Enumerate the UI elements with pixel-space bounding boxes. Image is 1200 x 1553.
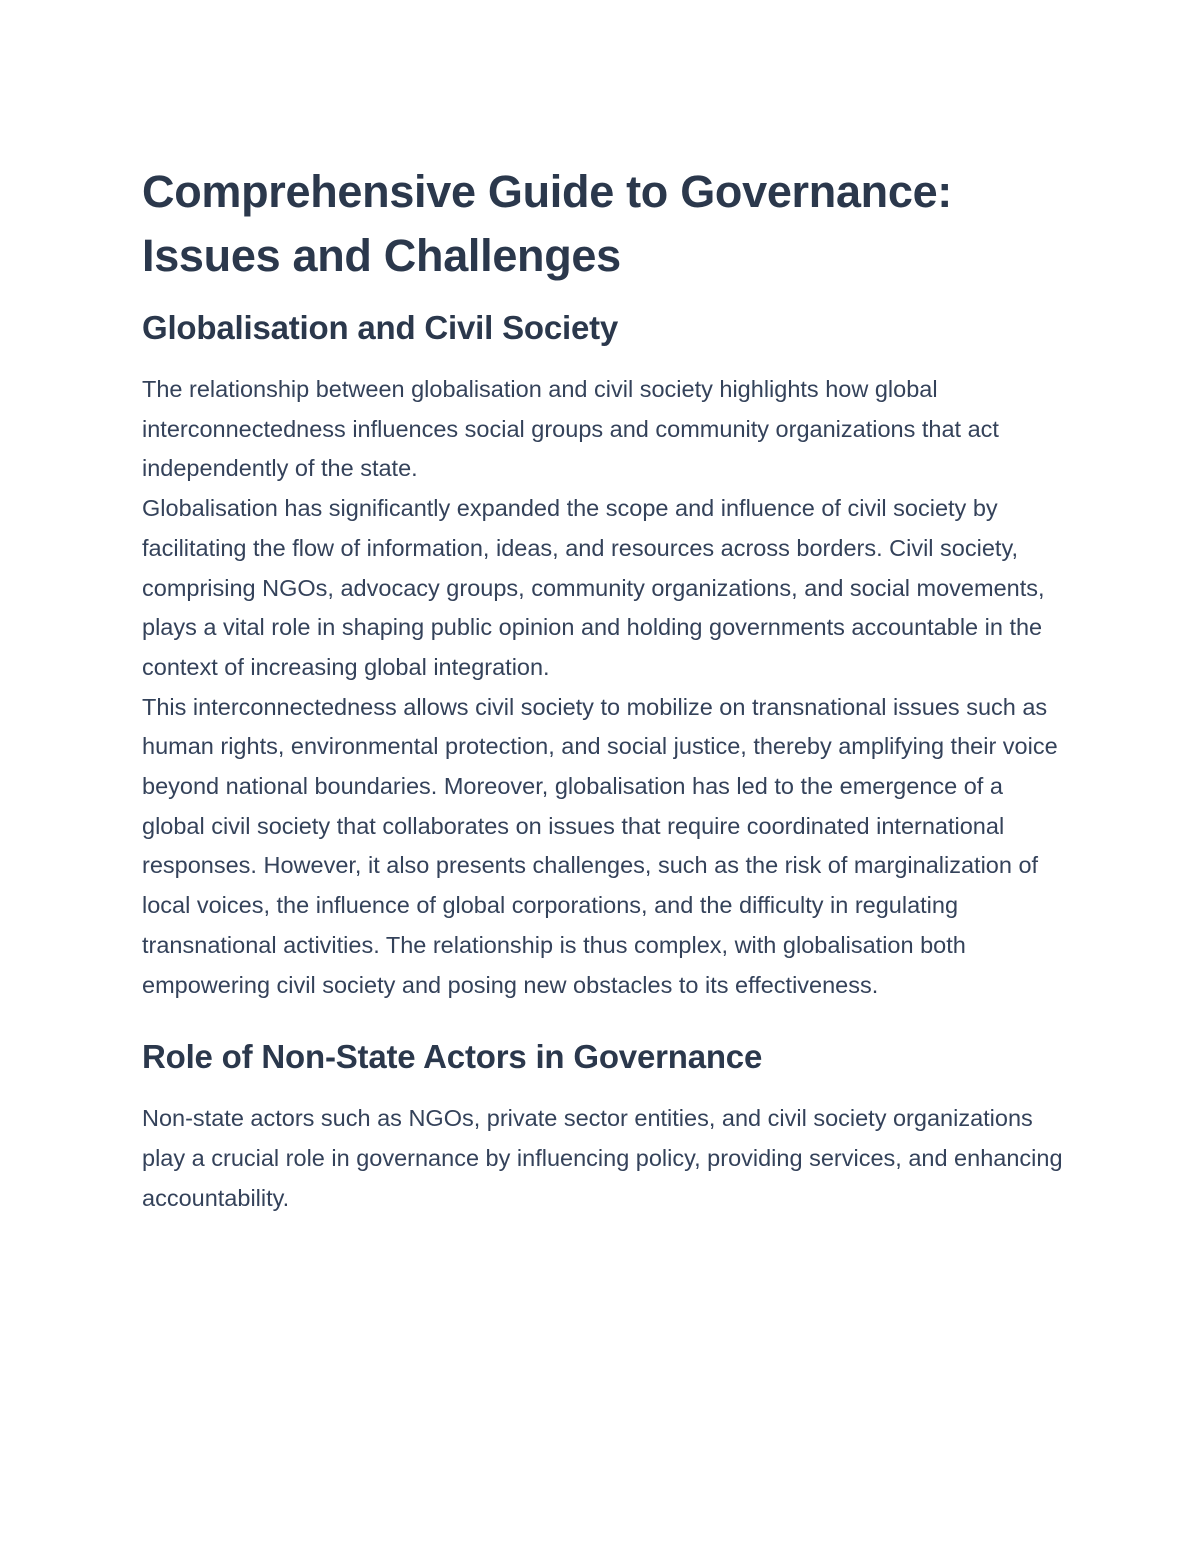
section-body-globalisation <box>142 370 1072 1005</box>
document-title: Comprehensive Guide to Governance: Issues and Challenges <box>142 166 952 281</box>
paragraph: This interconnectedness allows civil society to mobilize on transnational issues such as human rights, environmental protection, and social justice, thereby amplifying their voice beyond national boundaries. Moreover, globalisation has led to the emergence of a global civil society that collaborates on issues that require coordinated international responses. However, it also presents challenges, such as the risk of marginalization of local voices, the influence of global corporations, and the difficulty in regulating transnational activities. The relationship is thus complex, with globalisation both empowering civil society and posing new obstacles to its effectiveness. <box>142 693 1058 998</box>
document-page <box>142 160 1072 1218</box>
paragraph: The relationship between globalisation and civil society highlights how global interconnectedness influences social groups and community organizations that act independently of the state. <box>142 376 999 482</box>
section-heading-globalisation: Globalisation and Civil Society <box>142 309 619 346</box>
paragraph: Globalisation has significantly expanded the scope and influence of civil society by facilitating the flow of information, ideas, and resources across borders. Civil society, comprising NGOs, advocacy groups, community organizations, and social movements, plays a vital role in shaping public opinion and holding governments accountable in the context of increasing global integration. <box>142 495 1045 680</box>
section-heading-non-state-actors: Role of Non-State Actors in Governance <box>142 1038 763 1076</box>
paragraph: Non-state actors such as NGOs, private sector entities, and civil society organizations play a crucial role in governance by influencing policy, providing services, and enhancing accountability. <box>142 1105 1063 1211</box>
section-body-non-state-actors <box>142 1099 1072 1218</box>
